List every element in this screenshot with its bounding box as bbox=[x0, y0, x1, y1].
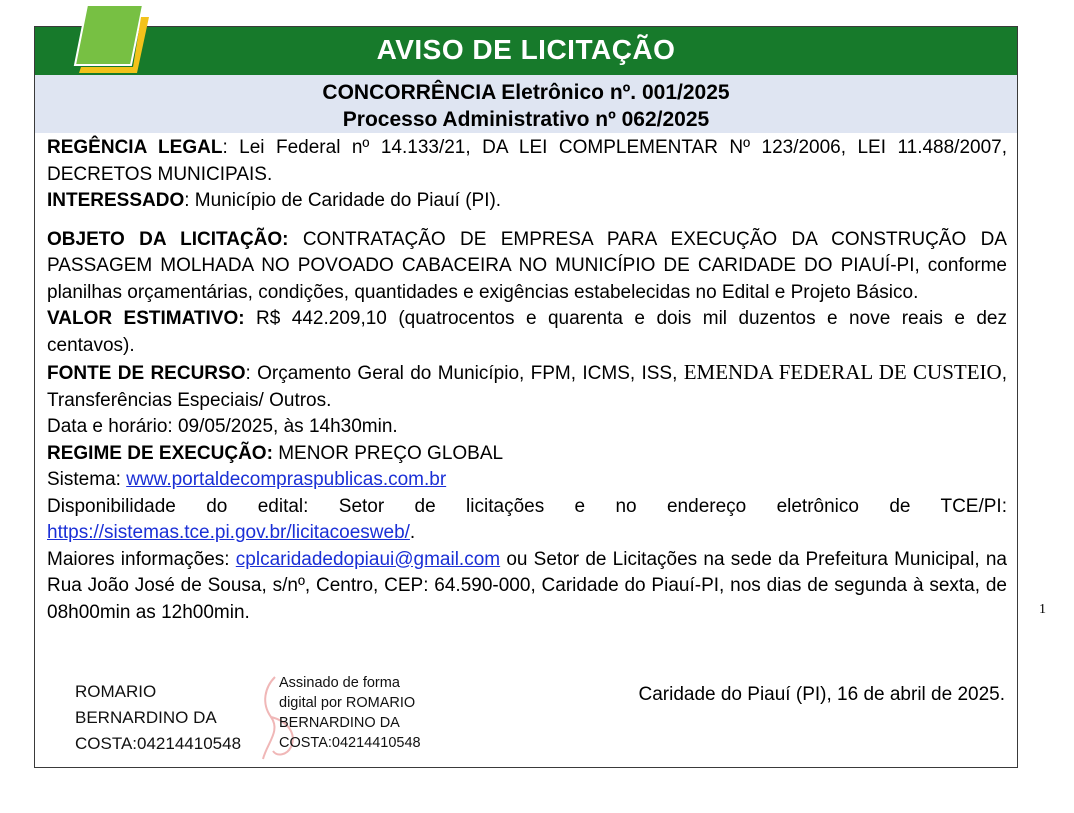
system-label: Sistema: bbox=[47, 469, 127, 490]
estimated-value-paragraph bbox=[47, 306, 1007, 359]
signer-name-line: COSTA:04214410548 bbox=[75, 734, 242, 753]
interested-paragraph bbox=[47, 188, 1007, 215]
digital-signature-line: Assinado de forma bbox=[279, 675, 400, 691]
digital-signature-line: BERNARDINO DA bbox=[279, 715, 400, 731]
signer-name-line: BERNARDINO DA bbox=[75, 708, 217, 727]
more-info-tail: ou Setor de Licitações na sede da Prefeitura Municipal, na Rua João José de Sousa, s/nº, Centro, CEP: 64.590-000, Caridade do Piauí-PI, nos dias de segunda à sexta, de 08h00min as 12h00min. bbox=[47, 548, 1007, 623]
more-info-paragraph bbox=[47, 547, 1007, 627]
signer-name-line: ROMARIO bbox=[75, 682, 157, 701]
signer-name bbox=[75, 679, 241, 757]
tender-number: CONCORRÊNCIA Eletrônico nº. 001/2025 bbox=[322, 81, 730, 104]
page-title: AVISO DE LICITAÇÃO bbox=[376, 34, 676, 65]
notice-frame bbox=[34, 26, 1018, 768]
contact-email-link[interactable]: cplcaridadedopiaui@gmail.com bbox=[235, 548, 501, 570]
object-label: OBJETO DA LICITAÇÃO: bbox=[47, 228, 289, 250]
funding-source-paragraph bbox=[47, 359, 1007, 414]
interested-text: : Município de Caridade do Piauí (PI). bbox=[184, 190, 502, 211]
process-number: Processo Administrativo nº 062/2025 bbox=[342, 108, 710, 131]
execution-regime-paragraph bbox=[47, 441, 1007, 468]
execution-regime-label: REGIME DE EXECUÇÃO: bbox=[47, 442, 273, 464]
funding-source-label: FONTE DE RECURSO bbox=[47, 363, 246, 384]
execution-regime-text: MENOR PREÇO GLOBAL bbox=[272, 442, 504, 464]
process-subheader bbox=[35, 75, 1017, 133]
object-paragraph bbox=[47, 227, 1007, 307]
system-paragraph bbox=[47, 467, 1007, 494]
legal-regime-paragraph bbox=[47, 135, 1007, 188]
header-bar bbox=[35, 27, 1017, 75]
tce-link[interactable]: https://sistemas.tce.pi.gov.br/licitacoesweb/ bbox=[47, 522, 410, 543]
object-text: CONTRATAÇÃO DE EMPRESA PARA EXECUÇÃO DA CONSTRUÇÃO DA PASSAGEM MOLHADA NO POVOADO CABACEIRA NO MUNICÍPIO DE CARIDADE DO PIAUÍ-PI, conforme planilhas orçamentárias, condições, quantidades e exigências estabelecidas no Edital e Projeto Básico. bbox=[47, 228, 1007, 303]
availability-text: Disponibilidade do edital: Setor de licitações e no endereço eletrônico de TCE/PI: bbox=[47, 495, 1007, 517]
funding-source-amendment: EMENDA FEDERAL DE CUSTEIO bbox=[683, 360, 1002, 384]
availability-paragraph bbox=[47, 494, 1007, 547]
legal-regime-label: REGÊNCIA LEGAL bbox=[47, 137, 223, 158]
system-link[interactable]: www.portaldecompraspublicas.com.br bbox=[126, 469, 447, 490]
interested-label: INTERESSADO bbox=[47, 190, 185, 211]
more-info-text: Maiores informações: bbox=[47, 548, 236, 570]
funding-source-text: : Orçamento Geral do Município, FPM, ICMS, ISS, bbox=[245, 363, 684, 384]
estimated-value-text: R$ 442.209,10 (quatrocentos e quarenta e dois mil duzentos e nove reais e dez centavos). bbox=[47, 308, 1007, 356]
place-and-date: Caridade do Piauí (PI), 16 de abril de 2025. bbox=[638, 684, 1005, 705]
date-time-line: Data e horário: 09/05/2025, às 14h30min. bbox=[47, 416, 398, 437]
digital-signature-line: digital por ROMARIO bbox=[279, 695, 416, 711]
legal-regime-text: : Lei Federal nº 14.133/21, DA LEI COMPLEMENTAR Nº 123/2006, LEI 11.488/2007, DECRETOS MUNICIPAIS. bbox=[47, 137, 1007, 185]
funding-source-tail: , Transferências Especiais/ Outros. bbox=[47, 363, 1007, 411]
digital-signature-note bbox=[279, 673, 421, 753]
notice-body bbox=[47, 135, 1007, 626]
digital-signature-line: COSTA:04214410548 bbox=[279, 735, 421, 751]
page-number: 1 bbox=[1039, 602, 1046, 617]
availability-suffix: . bbox=[409, 522, 416, 543]
estimated-value-label: VALOR ESTIMATIVO: bbox=[47, 308, 245, 329]
